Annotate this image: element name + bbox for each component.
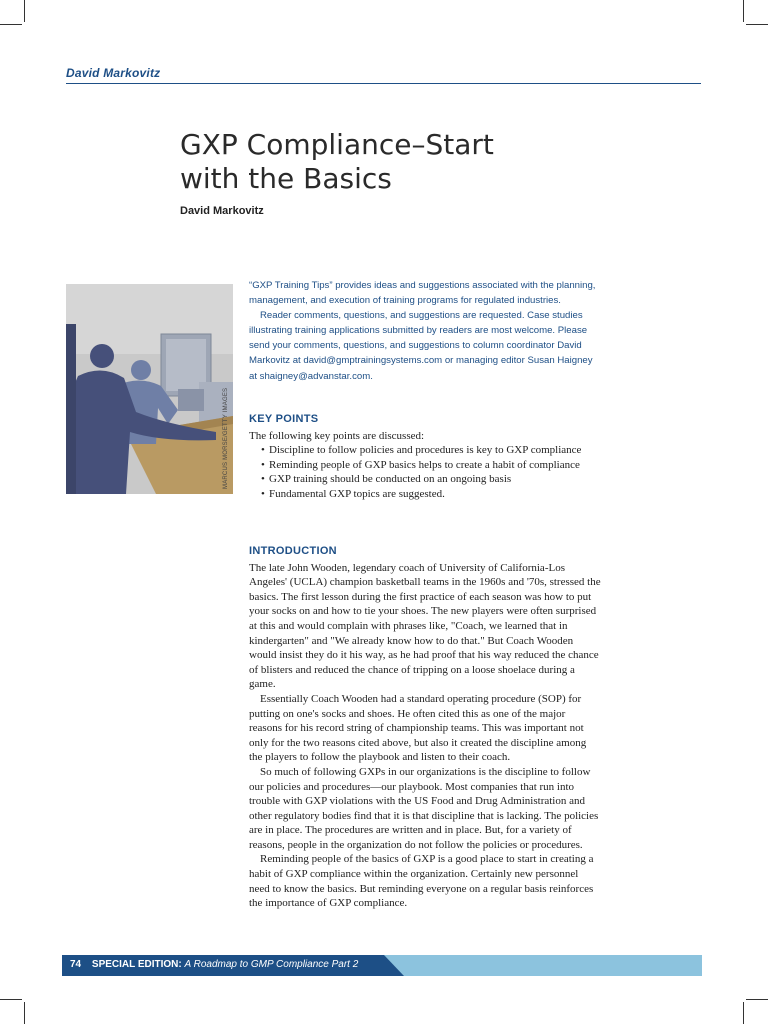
article-title [180, 128, 620, 196]
key-points-lead: The following key points are discussed: [249, 429, 425, 442]
photo-credit: MARCUS MORSE/GETTY IMAGES [223, 387, 229, 489]
body-paragraph: The late John Wooden, legendary coach of University of California-Los Angeles' (UCLA) champion basketball teams in the 1960s and '70s, stressed the basics. The first lesson during the first practice of each season was how to put your socks on and how to tie your shoes. The new players were often surprised at this and would complain with phrases like, "Coach, we learned that in kindergarten" and "We already know how to do that." But Coach Wooden would insist they do it his way, as he had proof that his way reduced the chance of blisters and reduced the chance of tripping on a loose shoelace during a game. [249, 561, 601, 691]
body-paragraph: So much of following GXPs in our organizations is the discipline to follow our policies and procedures—our playbook. Most companies that run into trouble with GXP violations with the US Food and Drug Administration and other regulatory bodies find that it is that discipline that is lacking. The policies are in place. The procedures are written and in place. But, for a variety of reasons, people in the organization do not follow the policies or procedures. [249, 765, 599, 851]
list-item: • GXP training should be conducted on an ongoing basis [261, 473, 512, 486]
title-line-2: with the Basics [180, 162, 392, 195]
byline: David Markovitz [180, 205, 264, 217]
introduction-heading: INTRODUCTION [249, 545, 337, 557]
key-points-list [249, 443, 601, 501]
crop-mark [0, 999, 22, 1000]
intro-paragraph: Reader comments, questions, and suggestions are requested. Case studies illustrating training applications submitted by readers are most welcome. Please send your comments, questions, and suggestions to column coordinator David Markovitz at david@gmptrainingsystems.com or managing editor Susan Haigney at shaigney@advanstar.com. [249, 310, 593, 382]
introduction-section [249, 544, 601, 911]
crop-mark [24, 1002, 25, 1024]
page-footer [62, 955, 702, 976]
crop-mark [746, 999, 768, 1000]
office-illustration [66, 284, 233, 494]
body-paragraph: Reminding people of the basics of GXP is a good place to start in creating a habit of GXP compliance within the organization. Certainly new personnel need to know the basics. But reminding everyone on a regular basis reinforces the importance of GXP compliance. [249, 853, 594, 910]
crop-mark [746, 24, 768, 25]
crop-mark [743, 1002, 744, 1024]
intro-paragraph: “GXP Training Tips” provides ideas and suggestions associated with the planning, management, and execution of training programs for regulated industries. [249, 280, 596, 307]
edition-subtitle: A Roadmap to GMP Compliance Part 2 [184, 959, 359, 970]
running-header-author: David Markovitz [66, 66, 161, 80]
key-points-section [249, 412, 601, 502]
list-item: • Discipline to follow policies and procedures is key to GXP compliance [261, 444, 582, 457]
header-rule [66, 83, 701, 84]
bullet-icon: • [261, 444, 265, 457]
key-points-heading: KEY POINTS [249, 413, 319, 425]
bullet-icon: • [261, 473, 265, 486]
body-paragraph: Essentially Coach Wooden had a standard operating procedure (SOP) for putting on one's socks and shoes. He often cited this as one of the major reasons for his record string of championship teams. This was important not only for the two reasons cited above, but also it created the discipline among the players to follow the playbook and listen to their coach. [249, 692, 587, 764]
footer-text [70, 959, 358, 970]
column-intro [249, 278, 601, 384]
list-item: • Fundamental GXP topics are suggested. [261, 487, 445, 500]
crop-mark [24, 0, 25, 22]
edition-label: SPECIAL EDITION: [91, 959, 182, 970]
bullet-icon: • [261, 458, 265, 471]
list-item: • Reminding people of GXP basics helps to create a habit of compliance [261, 458, 580, 471]
crop-mark [743, 0, 744, 22]
page-number: 74 [70, 959, 82, 970]
crop-mark [0, 24, 22, 25]
bullet-icon: • [261, 487, 265, 500]
title-line-1: GXP Compliance–Start [180, 128, 494, 161]
